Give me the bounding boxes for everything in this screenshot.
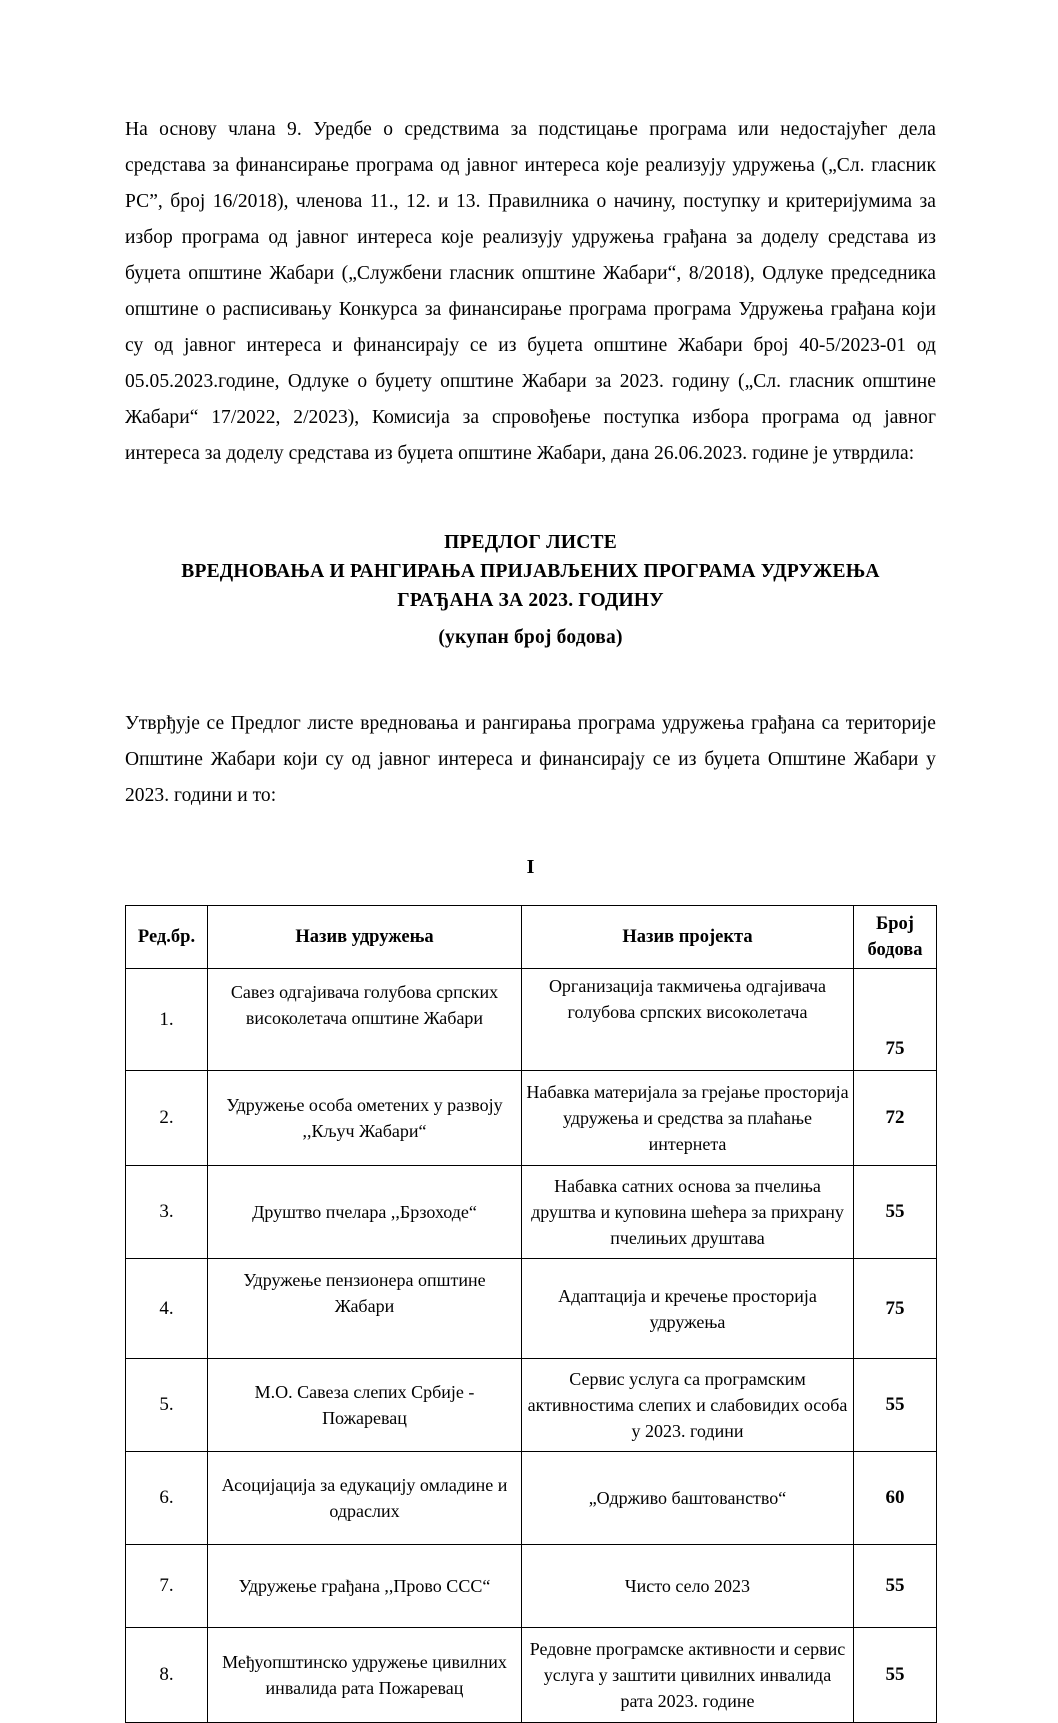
table-row bbox=[126, 1628, 937, 1723]
cell-number: 5. bbox=[126, 1359, 208, 1452]
cell-points: 72 bbox=[854, 1071, 937, 1166]
cell-number: 3. bbox=[126, 1166, 208, 1259]
cell-points: 55 bbox=[854, 1166, 937, 1259]
cell-points: 55 bbox=[854, 1359, 937, 1452]
title-line-2: ВРЕДНОВАЊА И РАНГИРАЊА ПРИЈАВЉЕНИХ ПРОГРАМА УДРУЖЕЊА bbox=[181, 561, 880, 582]
cell-project: Адаптација и кречење просторија удружења bbox=[522, 1259, 854, 1359]
cell-project: Набавка сатних основа за пчелиња друштва и куповина шећера за прихрану пчелињих друштава bbox=[522, 1166, 854, 1259]
cell-number: 1. bbox=[126, 969, 208, 1071]
title-line-1: ПРЕДЛОГ ЛИСТЕ bbox=[444, 532, 617, 553]
cell-number: 2. bbox=[126, 1071, 208, 1166]
cell-project: Набавка материјала за грејање просторија удружења и средства за плаћање интернета bbox=[522, 1071, 854, 1166]
cell-association: Удружење пензионера општине Жабари bbox=[208, 1259, 522, 1359]
column-header-association: Назив удружења bbox=[208, 906, 522, 969]
cell-project: Сервис услуга са програмским активностима слепих и слабовидих особа у 2023. години bbox=[522, 1359, 854, 1452]
column-header-project: Назив пројекта bbox=[522, 906, 854, 969]
body-paragraph: Утврђује се Предлог листе вредновања и рангирања програма удружења грађана са територије Општине Жабари који су од јавног интереса и финансирају се из буџета Општине Жабари у 2023. години и то: bbox=[125, 713, 936, 806]
table-row bbox=[126, 1071, 937, 1166]
intro-paragraph: На основу члана 9. Уредбе о средствима за подстицање програма или недостајућег дела средстава за финансирање програма од јавног интереса које реализују удружења („Сл. гласник РС”, број 16/2018), членова 11., 12. и 13. Правилника о начину, поступку и критеријумима за избор програма од јавног интереса које реализују удружења грађана за доделу средстава из буџета општине Жабари („Службени гласник општине Жабари“, 8/2018), Одлуке председника општине о расписивању Конкурса за финансирање програма програма Удружења грађана који су од јавног интереса и финансирају се из буџета општине Жабари број 40-5/2023-01 од 05.05.2023.године, Одлуке о буџету општине Жабари за 2023. годину („Сл. гласник општине Жабари“ 17/2022, 2/2023), Комисија за спровођење поступка избора програма од јавног интереса за доделу средстава из буџета општине Жабари, дана 26.06.2023. године је утврдила: bbox=[125, 119, 936, 464]
column-header-points: Број бодова bbox=[854, 906, 937, 969]
cell-number: 4. bbox=[126, 1259, 208, 1359]
document-content bbox=[125, 112, 936, 1723]
table-row bbox=[126, 1359, 937, 1452]
table-row bbox=[126, 1545, 937, 1628]
cell-project: Организација такмичења одгајивача голубова српских високолетача bbox=[522, 969, 854, 1071]
cell-number: 6. bbox=[126, 1452, 208, 1545]
column-header-number: Ред.бр. bbox=[126, 906, 208, 969]
document-title bbox=[125, 528, 936, 652]
cell-association: Друштво пчелара ,,Брзоходе“ bbox=[208, 1166, 522, 1259]
cell-association: Међуопштинско удружење цивилних инвалида рата Пожаревац bbox=[208, 1628, 522, 1723]
table-row bbox=[126, 1452, 937, 1545]
cell-association: Удружење особа ометених у развоју ,,Кључ Жабари“ bbox=[208, 1071, 522, 1166]
table-row bbox=[126, 969, 937, 1071]
cell-project: „Одрживо баштованство“ bbox=[522, 1452, 854, 1545]
cell-project: Чисто село 2023 bbox=[522, 1545, 854, 1628]
table-body bbox=[126, 969, 937, 1723]
title-subtitle: (укупан број бодова) bbox=[438, 627, 623, 648]
cell-project: Редовне програмске активности и сервис услуга у заштити цивилних инвалида рата 2023. године bbox=[522, 1628, 854, 1723]
table-row bbox=[126, 1259, 937, 1359]
section-marker: I bbox=[526, 856, 535, 878]
cell-number: 8. bbox=[126, 1628, 208, 1723]
cell-points: 75 bbox=[854, 969, 937, 1071]
table-row bbox=[126, 1166, 937, 1259]
table-header-row bbox=[126, 906, 937, 969]
cell-points: 60 bbox=[854, 1452, 937, 1545]
cell-association: Асоцијација за едукацију омладине и одраслих bbox=[208, 1452, 522, 1545]
title-line-3: ГРАЂАНА ЗА 2023. ГОДИНУ bbox=[397, 590, 664, 611]
cell-association: Савез одгајивача голубова српских високолетача општине Жабари bbox=[208, 969, 522, 1071]
table-header bbox=[126, 906, 937, 969]
cell-points: 55 bbox=[854, 1545, 937, 1628]
cell-points: 75 bbox=[854, 1259, 937, 1359]
ranking-table bbox=[125, 905, 937, 1723]
cell-association: Удружење грађана ,,Прово ССС“ bbox=[208, 1545, 522, 1628]
cell-number: 7. bbox=[126, 1545, 208, 1628]
cell-association: М.О. Савеза слепих Србије - Пожаревац bbox=[208, 1359, 522, 1452]
cell-points: 55 bbox=[854, 1628, 937, 1723]
